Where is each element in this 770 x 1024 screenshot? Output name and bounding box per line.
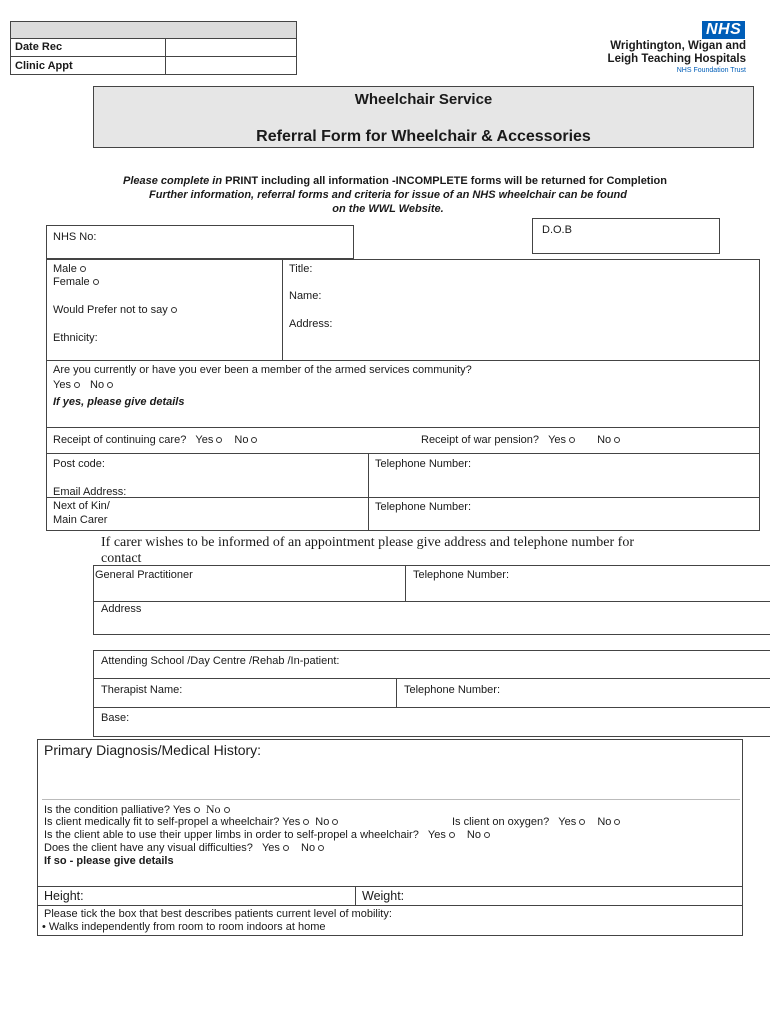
male-option[interactable] [53,263,89,276]
org-name-line3: NHS Foundation Trust [676,67,746,74]
upper-limbs-yes-label: Yes [427,829,446,841]
therapist-telephone-field[interactable] [396,678,770,708]
base-field[interactable] [93,707,770,737]
telephone-field[interactable] [368,453,760,498]
visual-yes-label: Yes [261,842,280,854]
female-option[interactable] [53,276,102,289]
next-of-kin-label-1: Next of Kin/ [53,500,110,512]
bullet-icon: • [42,921,46,933]
ethnicity-label: Ethnicity: [53,332,98,344]
war-pension-yes-radio-icon[interactable] [569,437,575,443]
weight-label: Weight: [362,889,405,903]
self-propel-yes-radio-icon[interactable] [303,819,309,825]
palliative-yes-radio-icon[interactable] [194,807,200,813]
male-radio-icon[interactable] [80,266,86,272]
gp-address-label: Address [101,603,142,615]
war-pension-yes-label: Yes [548,434,567,446]
admin-header-row [10,21,297,39]
prefer-not-option[interactable] [53,304,180,317]
prefer-not-label: Would Prefer not to say [53,304,168,316]
care-pension-row [46,427,760,454]
telephone-label: Telephone Number: [375,458,472,470]
gp-field[interactable] [93,565,406,602]
title-label: Title: [289,263,313,275]
self-propel-no-radio-icon[interactable] [332,819,338,825]
name-label: Name: [289,290,322,302]
therapist-telephone-label: Telephone Number: [404,684,501,696]
attending-field[interactable] [93,650,770,679]
continuing-care-label: Receipt of continuing care? [53,434,187,446]
female-radio-icon[interactable] [93,279,99,285]
instructions-line1 [0,175,770,188]
instructions-line3: on the WWL Website. [332,203,444,215]
nhs-badge-text: NHS [706,21,742,38]
attending-label: Attending School /Day Centre /Rehab /In-patient: [101,655,340,667]
therapist-name-label: Therapist Name: [101,684,183,696]
height-field[interactable] [37,886,356,906]
armed-yes-no [53,379,116,392]
palliative-no-label: No [205,802,221,816]
war-pension-no-label: No [597,434,612,446]
next-of-kin-label-2: Main Carer [53,514,108,526]
oxygen-no-label: No [597,816,612,828]
visual-question [44,842,327,855]
armed-question: Are you currently or have you ever been a member of the armed services community? [53,364,472,376]
therapist-name-field[interactable] [93,678,397,708]
kin-telephone-field[interactable] [368,497,760,531]
clinic-appt-label-cell [10,56,166,75]
continuing-care-yes-radio-icon[interactable] [216,437,222,443]
visual-label: Does the client have any visual difficulties? [44,842,253,854]
palliative-question [44,803,233,817]
admin-table [10,21,297,75]
postcode-label: Post code: [53,458,105,470]
kin-telephone-label: Telephone Number: [375,501,472,513]
war-pension-no-radio-icon[interactable] [614,437,620,443]
gender-block [46,259,283,361]
base-label: Base: [101,712,130,724]
date-rec-value-cell[interactable] [165,38,297,57]
palliative-no-radio-icon[interactable] [224,807,230,813]
self-propel-label: Is client medically fit to self-propel a wheelchair? [44,816,280,828]
height-label: Height: [44,889,84,903]
self-propel-no-label: No [315,816,330,828]
date-rec-label-cell [10,38,166,57]
gp-telephone-label: Telephone Number: [413,569,510,581]
mobility-question: Please tick the box that best describes patients current level of mobility: [44,908,392,920]
form-header [93,86,754,148]
diagnosis-divider [42,799,740,800]
instructions-line1-b: PRINT including all information -INCOMPLETE forms will be returned for Completion [225,175,667,187]
gp-telephone-field[interactable] [405,565,770,602]
continuing-care [53,434,260,447]
palliative-label: Is the condition palliative? [44,804,170,816]
armed-no-radio-icon[interactable] [107,382,113,388]
next-of-kin-field[interactable] [46,497,369,531]
visual-details-label: If so - please give details [44,855,174,867]
clinic-appt-value-cell[interactable] [165,56,297,75]
prefer-not-radio-icon[interactable] [171,307,177,313]
mobility-option-1-label: Walks independently from room to room indoors at home [48,921,326,933]
visual-no-label: No [301,842,316,854]
oxygen-question [452,816,623,829]
weight-field[interactable] [355,886,743,906]
oxygen-yes-label: Yes [558,816,577,828]
palliative-yes-label: Yes [172,804,191,816]
form-title: Referral Form for Wheelchair & Accessories [256,128,591,145]
address-label: Address: [289,318,333,330]
continuing-care-no-radio-icon[interactable] [251,437,257,443]
gp-label: General Practitioner [95,569,193,581]
war-pension [421,434,623,447]
org-name-line2: Leigh Teaching Hospitals [607,53,746,65]
female-label: Female [53,276,90,288]
nhs-no-field[interactable] [46,225,354,259]
upper-limbs-label: Is the client able to use their upper limbs in order to self-propel a wheelchair? [44,829,419,841]
name-address-block[interactable] [282,259,760,361]
clinic-appt-label: Clinic Appt [15,60,73,72]
upper-limbs-no-radio-icon[interactable] [484,832,490,838]
visual-no-radio-icon[interactable] [318,845,324,851]
male-label: Male [53,263,77,275]
oxygen-yes-radio-icon[interactable] [579,819,585,825]
dob-label: D.O.B [542,224,572,236]
oxygen-no-radio-icon[interactable] [614,819,620,825]
armed-yes-radio-icon[interactable] [74,382,80,388]
email-label: Email Address: [53,486,127,498]
armed-no-label: No [90,379,105,391]
continuing-care-no-label: No [234,434,249,446]
date-rec-label: Date Rec [15,41,63,53]
medical-block [37,739,743,887]
nhs-logo [598,21,748,91]
carer-note-line2: contact [101,551,142,566]
gp-address-field[interactable] [93,601,770,635]
nhs-no-label: NHS No: [53,231,97,243]
upper-limbs-no-label: No [466,829,481,841]
service-title: Wheelchair Service [354,91,493,108]
armed-services-block [46,360,760,428]
armed-yes-label: Yes [53,379,71,391]
mobility-option-1[interactable] [42,921,325,934]
self-propel-question [44,816,341,829]
mobility-block [37,905,743,936]
org-name-line1: Wrightington, Wigan and [610,40,746,52]
diagnosis-label: Primary Diagnosis/Medical History: [44,742,262,758]
upper-limbs-question [44,829,493,842]
oxygen-label: Is client on oxygen? [452,816,550,828]
nhs-badge [702,21,745,39]
visual-yes-radio-icon[interactable] [283,845,289,851]
instructions-line1-a: Please complete in [123,175,226,187]
war-pension-label: Receipt of war pension? [421,434,540,446]
armed-details-label: If yes, please give details [53,396,185,408]
upper-limbs-yes-radio-icon[interactable] [449,832,455,838]
self-propel-yes-label: Yes [282,816,301,828]
continuing-care-yes-label: Yes [195,434,214,446]
instructions-line2: Further information, referral forms and criteria for issue of an NHS wheelchair can be found [149,189,627,201]
dob-field[interactable] [532,218,720,254]
postcode-email-block[interactable] [46,453,369,498]
carer-note-line1: If carer wishes to be informed of an appointment please give address and telephone number for [101,535,634,550]
